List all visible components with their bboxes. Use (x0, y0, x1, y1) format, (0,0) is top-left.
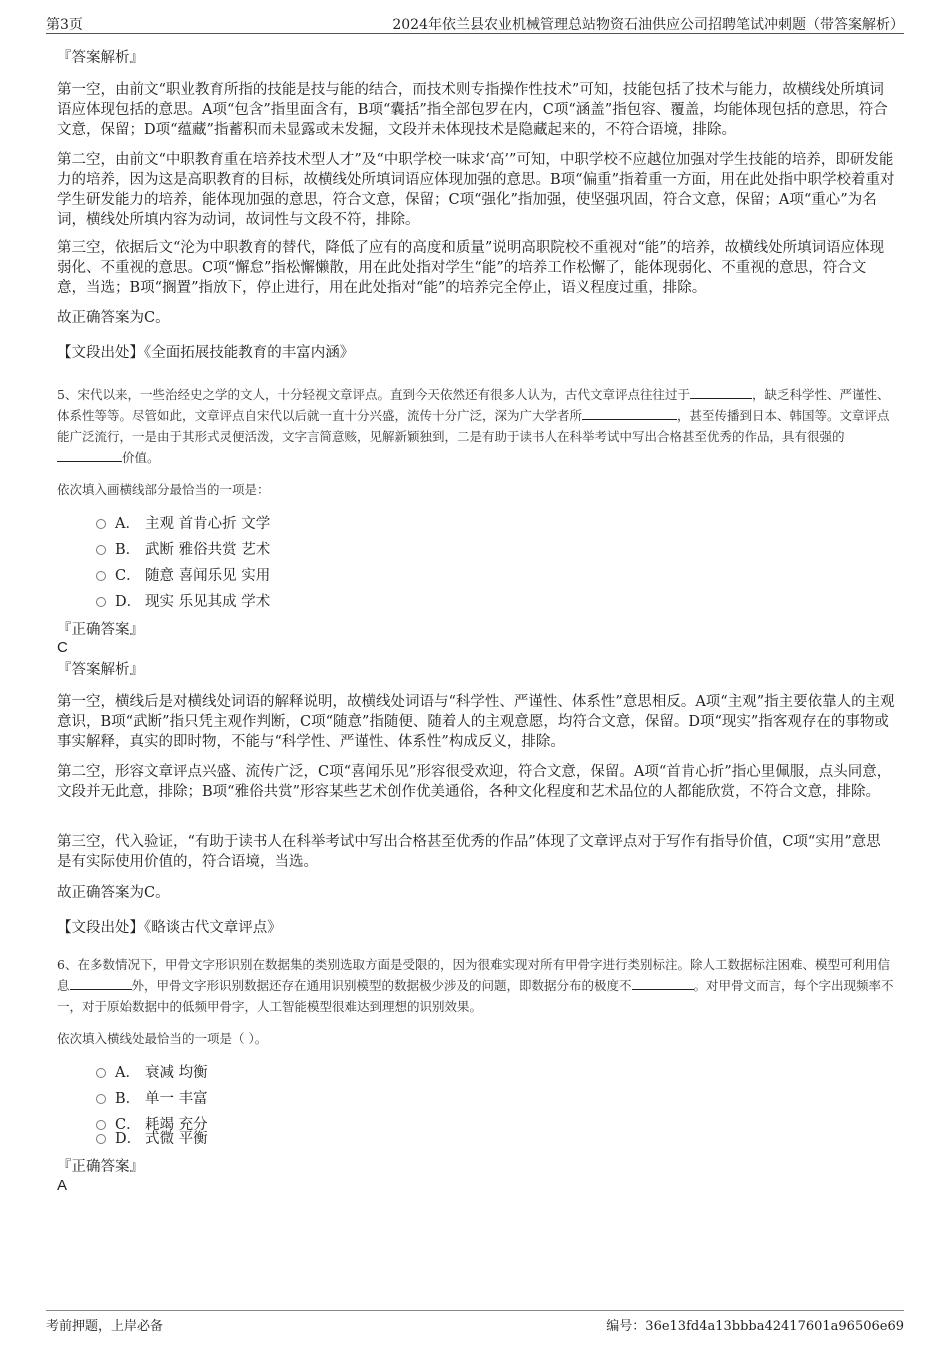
prev-analysis-p1: 第一空，由前文“职业教育所指的技能是技与能的结合，而技术则专指操作性技术”可知，技能包括了技术与能力，故横线处所填词语应体现包括的意思。A项“包含”指里面含有，B项“囊括”指全部包罗在内，C项“涵盖”指包容、覆盖，均能体现包括的意思，符合文意，保留；D项“蕴藏”指蓄积而未显露或未发掘，文段并未体现技术是隐藏起来的，不符合语境，排除。 (57, 82, 888, 138)
q6-correct-label: 『正确答案』 (57, 1159, 144, 1175)
q5-option-d[interactable]: D． 现实 乐见其成 学术 (96, 592, 270, 612)
q5-analysis-p3: 第三空，代入验证，“有助于读书人在科举考试中写出合格甚至优秀的作品”体现了文章评点对于写作有指导价值，C项“实用”意思是有实际使用价值的，符合语境，当选。 (57, 834, 881, 870)
blank (632, 976, 694, 990)
q5-correct-label: 『正确答案』 (57, 622, 144, 638)
blank (582, 406, 677, 420)
radio-icon[interactable] (96, 571, 106, 581)
blank (690, 385, 752, 399)
q5-source: 【文段出处】《略谈古代文章评点》 (57, 920, 282, 936)
header-divider (46, 33, 904, 34)
prev-answer: 故正确答案为C。 (57, 310, 170, 326)
page-number: 第3页 (46, 17, 83, 33)
radio-icon[interactable] (96, 1094, 106, 1104)
q6-option-c[interactable]: C． 耗竭 充分 (96, 1115, 208, 1135)
radio-icon[interactable] (96, 519, 106, 529)
prev-source: 【文段出处】《全面拓展技能教育的丰富内涵》 (57, 345, 355, 361)
q6-instruction: 依次填入横线处最恰当的一项是（ ）。 (57, 1031, 268, 1046)
radio-icon[interactable] (96, 1068, 106, 1078)
q5-analysis-p1: 第一空，横线后是对横线处词语的解释说明，故横线处词语与“科学性、严谨性、体系性”意思相反。A项“主观”指主要依靠人的主观意识，B项“武断”指只凭主观作判断，C项“随意”指随便、随着人的主观意愿，均符合文意，保留。D项“现实”指客观存在的事物或事实解释，真实的即时物，不能与“科学性、严谨性、体系性”构成反义，排除。 (57, 694, 895, 750)
prev-analysis-label: 『答案解析』 (57, 50, 144, 66)
footer-slogan: 考前押题，上岸必备 (46, 1319, 164, 1334)
prev-analysis-p2: 第二空，由前文“中职教育重在培养技术型人才”及“中职学校一味求‘高’”可知，中职学校不应越位加强对学生技能的培养，即研发能力的培养，因为这是高职教育的目标，故横线处所填词语应体现加强的意思。B项“偏重”指着重一方面，用在此处指中职学校着重对学生研发能力的培养，能体现加强的意思，符合文意，保留；C项“强化”指加强，使坚强巩固，符合文意，保留；A项“重心”为名词，横线处所填内容为动词，故词性与文段不符，排除。 (57, 152, 895, 228)
footer-divider (46, 1310, 904, 1311)
q6-stem: 6、在多数情况下，甲骨文字形识别在数据集的类别选取方面是受限的，因为很难实现对所有甲骨字进行类别标注。除人工数据标注困难、模型可利用信息 外，甲骨文字形识别数据还存在通用识别模型的数据极少涉及的问题，即数据分布的极度不 。对甲骨文而言，每个字出现频率不一，对于原始数据中的低频甲骨字，人工智能模型很难达到理想的识别效果。 (57, 957, 894, 1014)
blank (57, 448, 122, 462)
radio-icon[interactable] (96, 545, 106, 555)
prev-analysis-p3: 第三空，依据后文“沦为中职教育的替代，降低了应有的高度和质量”说明高职院校不重视对“能”的培养，故横线处所填词语应体现弱化、不重视的意思。C项“懈怠”指松懈懒散，用在此处指对学生“能”的培养工作松懈了，能体现弱化、不重视的意思，符合文意，当选；B项“搁置”指放下，停止进行，用在此处指对“能”的培养完全停止，语义程度过重，排除。 (57, 240, 885, 296)
q6-option-d[interactable]: D． 式微 平衡 (96, 1129, 208, 1149)
q5-analysis-p2: 第二空，形容文章评点兴盛、流传广泛，C项“喜闻乐见”形容很受欢迎，符合文意，保留。A项“首肯心折”指心里佩服，点头同意，文段并无此意，排除；B项“雅俗共赏”形容某些艺术创作优美通俗，各种文化程度和艺术品位的人都能欣赏，不符合文意，排除。 (57, 764, 892, 800)
q6-correct-answer: A (57, 1177, 68, 1194)
document-title: 2024年依兰县农业机械管理总站物资石油供应公司招聘笔试冲刺题（带答案解析） (392, 17, 904, 33)
q5-option-a[interactable]: A． 主观 首肯心折 文学 (96, 514, 270, 534)
q5-option-b[interactable]: B． 武断 雅俗共赏 艺术 (96, 540, 270, 560)
q6-option-b[interactable]: B． 单一 丰富 (96, 1089, 208, 1109)
radio-icon[interactable] (96, 597, 106, 607)
q5-option-c[interactable]: C． 随意 喜闻乐见 实用 (96, 566, 270, 586)
q5-stem: 5、宋代以来，一些治经史之学的文人，十分轻视文章评点。直到今天依然还有很多人认为，古代文章评点往往过于 ，缺乏科学性、严谨性、体系性等等。尽管如此，文章评点自宋代以后就一直十分兴盛，流传十分广泛，深为广大学者所 ，甚至传播到日本、韩国等。文章评点能广泛流行，一是由于其形式灵便活泼，文字言简意赅，见解新颖独到，二是有助于读书人在科举考试中写出合格甚至优秀的作品，具有很强的价值。 (57, 387, 890, 465)
q5-answer: 故正确答案为C。 (57, 885, 170, 901)
document-id: 编号：36e13fd4a13bbba42417601a96506e69 (606, 1319, 904, 1334)
q6-option-a[interactable]: A． 衰减 均衡 (96, 1063, 208, 1083)
q5-instruction: 依次填入画横线部分最恰当的一项是： (57, 482, 270, 497)
radio-icon[interactable] (96, 1134, 106, 1144)
q5-analysis-label: 『答案解析』 (57, 662, 144, 678)
blank (70, 976, 132, 990)
q5-correct-answer: C (57, 639, 68, 656)
